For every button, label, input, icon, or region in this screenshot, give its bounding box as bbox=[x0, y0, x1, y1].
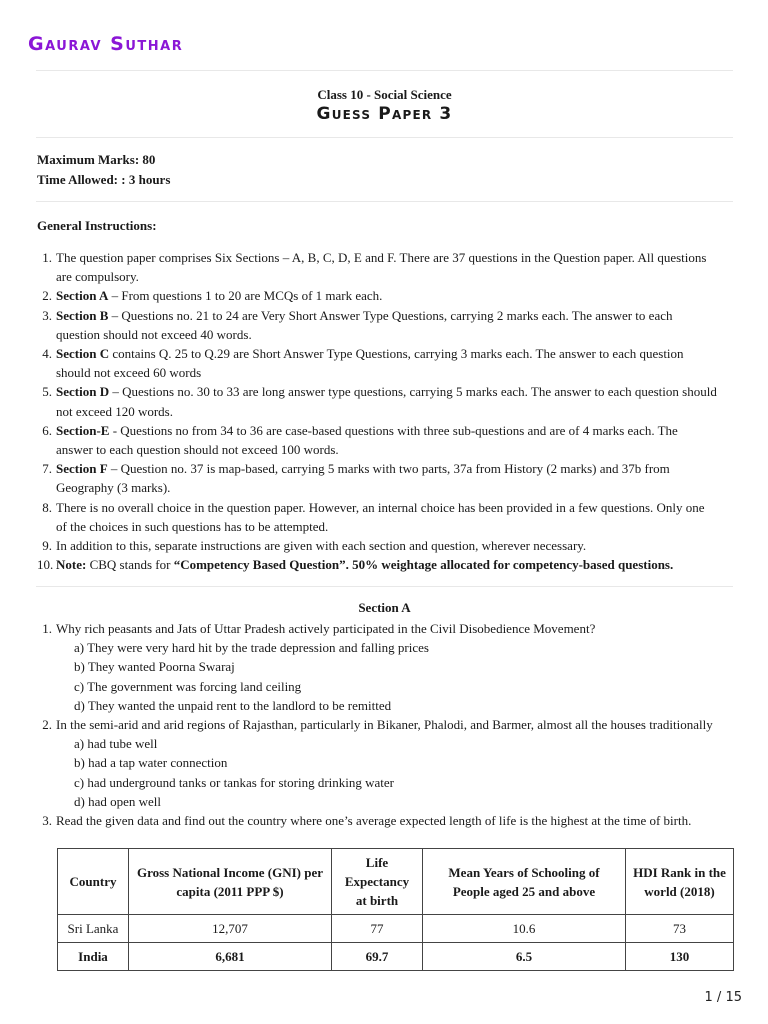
table-row bbox=[58, 943, 734, 971]
instruction-item: 6. Section-E - Questions no from 34 to 36 are case-based questions with three sub-questions and are of 4 marks each. The answer to each question should not exceed 100 words. bbox=[42, 422, 678, 458]
divider bbox=[36, 586, 733, 587]
section-a-heading: Section A bbox=[358, 600, 411, 615]
option: d) They wanted the unpaid rent to the landlord to be remitted bbox=[74, 697, 392, 713]
option: c) had underground tanks or tankas for storing drinking water bbox=[74, 774, 394, 790]
page-counter: 1 / 15 bbox=[704, 990, 742, 1005]
question-list bbox=[37, 619, 737, 830]
options bbox=[56, 638, 737, 715]
instruction-item: 2. Section A – From questions 1 to 20 are MCQs of 1 mark each. bbox=[42, 288, 383, 304]
column-header: Country bbox=[58, 849, 129, 915]
instructions-list bbox=[37, 248, 717, 574]
table-cell: 6.5 bbox=[423, 943, 626, 971]
table-cell: 6,681 bbox=[129, 943, 332, 971]
option: b) had a tap water connection bbox=[74, 755, 228, 771]
option: a) They were very hard hit by the trade depression and falling prices bbox=[74, 640, 429, 656]
question-text: In the semi-arid and arid regions of Rajasthan, particularly in Bikaner, Phalodi, and Barmer, almost all the houses traditionally bbox=[56, 717, 713, 733]
table-cell: 12,707 bbox=[129, 915, 332, 943]
max-marks: Maximum Marks: 80 bbox=[37, 152, 156, 167]
instructions-heading: General Instructions: bbox=[37, 218, 157, 233]
table-cell: Sri Lanka bbox=[58, 915, 129, 943]
divider bbox=[36, 201, 733, 202]
question-text: Read the given data and find out the country where one’s average expected length of life is the highest at the time of birth. bbox=[56, 813, 692, 829]
table-header-row bbox=[58, 849, 734, 915]
table-row bbox=[58, 915, 734, 943]
instruction-item: 7. Section F – Question no. 37 is map-based, carrying 5 marks with two parts, 37a from History (2 marks) and 37b from Geography (3 marks). bbox=[42, 461, 670, 496]
option: d) had open well bbox=[74, 793, 162, 809]
option: c) The government was forcing land ceiling bbox=[74, 678, 302, 694]
table-cell: 69.7 bbox=[332, 943, 423, 971]
instruction-item: 3. Section B – Questions no. 21 to 24 are Very Short Answer Type Questions, carrying 2 marks each. The answer to each question should not exceed 40 words. bbox=[42, 307, 673, 342]
options bbox=[56, 734, 737, 811]
option: b) They wanted Poorna Swaraj bbox=[74, 659, 235, 675]
brand-title: Gaurav Suthar bbox=[28, 33, 184, 55]
instruction-note: 10. Note: CBQ stands for “Competency Based Question”. 50% weightage allocated for competency-based questions. bbox=[37, 557, 674, 573]
table-cell: 10.6 bbox=[423, 915, 626, 943]
divider bbox=[36, 70, 733, 71]
instruction-item: 1. The question paper comprises Six Sections – A, B, C, D, E and F. There are 37 questions in the Question paper. All questions are compulsory. bbox=[42, 250, 707, 285]
table-cell: 77 bbox=[332, 915, 423, 943]
option: a) had tube well bbox=[74, 736, 158, 752]
instruction-item: 8. There is no overall choice in the question paper. However, an internal choice has been provided in a few questions. Only one of the choices in such questions has to be attempted. bbox=[42, 499, 705, 534]
column-header: Life Expectancy at birth bbox=[332, 849, 423, 915]
paper-title: Guess Paper 3 bbox=[316, 104, 453, 124]
column-header: Mean Years of Schooling of People aged 25 and above bbox=[423, 849, 626, 915]
table-cell: 73 bbox=[626, 915, 734, 943]
question-item: 2. In the semi-arid and arid regions of Rajasthan, particularly in Bikaner, Phalodi, and Barmer, almost all the houses traditionally a) had tube well b) had a tap water connection c) had underground tanks or tankas for storing drinking water d) had open well bbox=[37, 715, 737, 811]
question-item: 3. Read the given data and find out the country where one’s average expected length of life is the highest at the time of birth. bbox=[42, 813, 692, 829]
table-cell: 130 bbox=[626, 943, 734, 971]
column-header: HDI Rank in the world (2018) bbox=[626, 849, 734, 915]
hdi-data-table bbox=[57, 848, 734, 971]
instruction-item: 5. Section D – Questions no. 30 to 33 are long answer type questions, carrying 5 marks each. The answer to each question should not exceed 120 words. bbox=[42, 384, 717, 419]
column-header: Gross National Income (GNI) per capita (2011 PPP $) bbox=[129, 849, 332, 915]
divider bbox=[36, 137, 733, 138]
instruction-item: 9. In addition to this, separate instructions are given with each section and question, wherever necessary. bbox=[42, 538, 587, 554]
time-allowed: Time Allowed: : 3 hours bbox=[37, 172, 171, 187]
instruction-item: 4. Section C contains Q. 25 to Q.29 are Short Answer Type Questions, carrying 3 marks each. The answer to each question should not exceed 60 words bbox=[42, 346, 684, 381]
question-item: 1. Why rich peasants and Jats of Uttar Pradesh actively participated in the Civil Disobedience Movement? a) They were very hard hit by the trade depression and falling prices b) They wanted Poorna Swaraj c) The government was forcing land ceiling d) They wanted the unpaid rent to the landlord to be remitted bbox=[37, 619, 737, 715]
class-subject-line: Class 10 - Social Science bbox=[317, 87, 452, 102]
table-cell: India bbox=[58, 943, 129, 971]
question-text: Why rich peasants and Jats of Uttar Pradesh actively participated in the Civil Disobedience Movement? bbox=[56, 621, 596, 636]
